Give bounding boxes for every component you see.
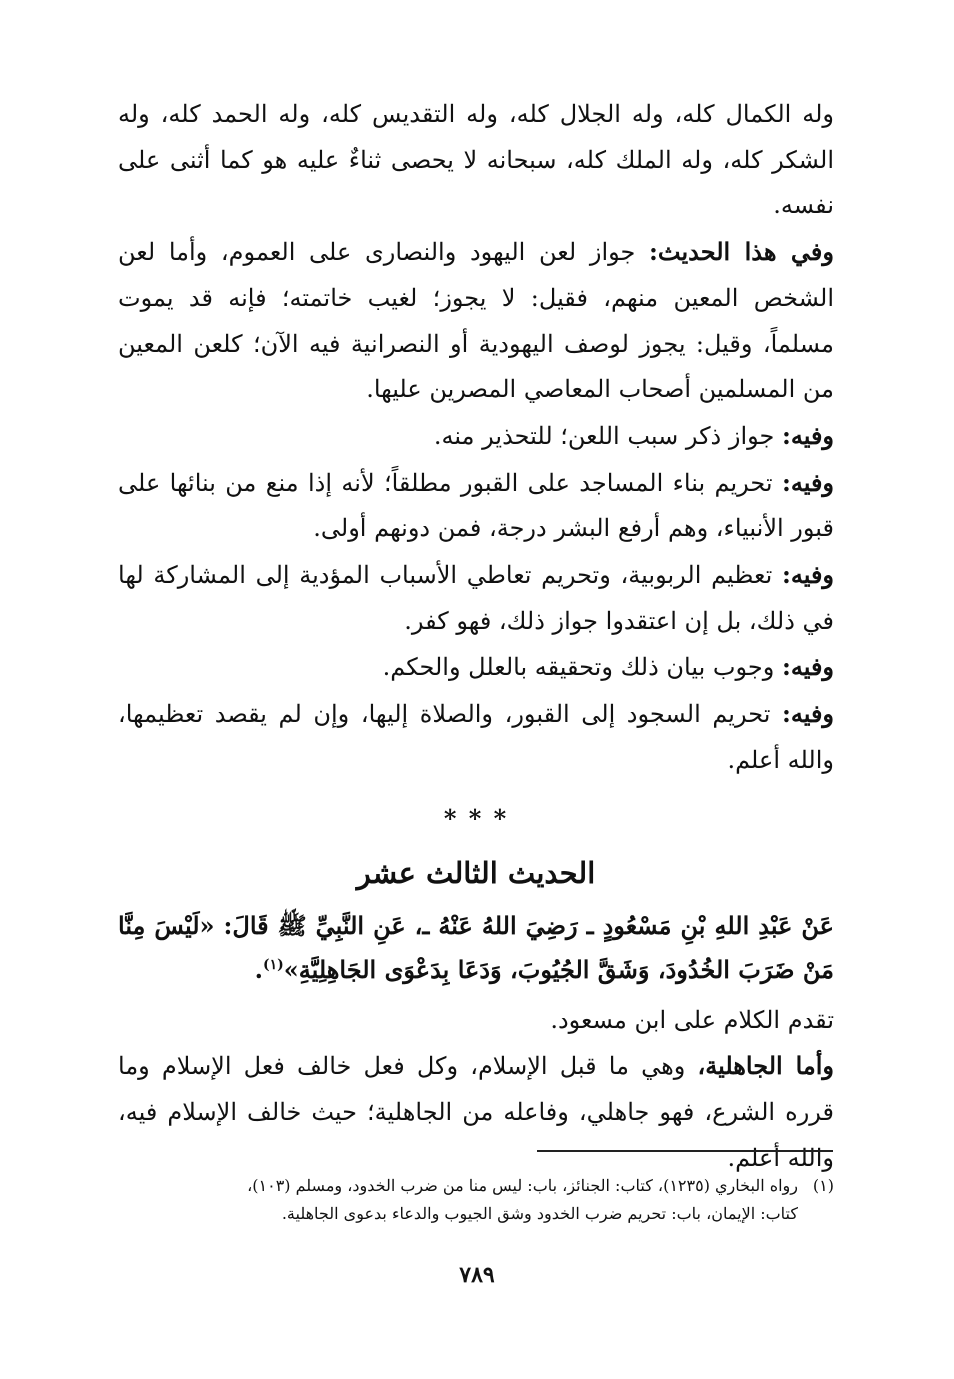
footnote-text: رواه البخاري (١٢٣٥)، كتاب: الجنائز، باب: ليس منا من ضرب الخدود، ومسلم (١٠٣)، [247, 1176, 798, 1195]
paragraph-text: تحريم بناء المساجد على القبور مطلقاً؛ لأنه إذا منع من بنائها على قبور الأنبياء، وهم أرفع البشر درجة، فمن دونهم أولى. [118, 468, 834, 543]
paragraph-benefit-reason [118, 413, 834, 460]
paragraph-text: جواز ذكر سبب اللعن؛ للتحذير منه. [433, 421, 782, 450]
paragraph-lead: وفي هذا الحديث: [649, 237, 834, 267]
paragraph-lead: وفيه: [781, 420, 834, 450]
paragraph-lead: وفيه: [781, 699, 834, 729]
paragraph-benefit-lordship [118, 552, 834, 644]
paragraph-text: تحريم السجود إلى القبور، والصلاة إليها، وإن لم يقصد تعظيمها، والله أعلم. [118, 700, 834, 774]
paragraph-lead: وفيه: [781, 560, 834, 590]
hadith-end: . [254, 954, 263, 984]
paragraph-lead: وفيه: [781, 467, 834, 497]
paragraph-text: وهي ما قبل الإسلام، وكل فعل خالف فعل الإسلام وما قرره الشرع، فهو جاهلي، وفاعله من الجاهلية؛ حيث خالف الإسلام فيه، والله أعلم. [118, 1052, 834, 1172]
paragraph-benefit-mosques-on-graves [118, 460, 834, 552]
paragraph-jahiliyya [118, 1043, 834, 1181]
paragraph-benefit-explanation [118, 644, 834, 691]
paragraph-divine-attributes [118, 92, 834, 229]
footnote [118, 1172, 834, 1228]
footnote-line-2: كتاب: الإيمان، باب: تحريم ضرب الخدود وشق الجيوب والدعاء بدعوى الجاهلية. [281, 1204, 798, 1223]
footnote-line-1 [118, 1172, 834, 1200]
footnote-divider [537, 1150, 833, 1152]
section-title: الحديث الثالث عشر [356, 855, 596, 890]
paragraph-text: تقدم الكلام على ابن مسعود. [550, 1005, 834, 1034]
hadith-text [118, 904, 834, 992]
paragraph-text: جواز لعن اليهود والنصارى على العموم، وأما لعن الشخص المعين منهم، فقيل: لا يجوز؛ لغيب خاتمته؛ فإنه قد يموت مسلماً، وقيل: يجوز لوصف اليهودية أو النصرانية فيه الآن؛ كلعن المعين من المسلمين أصحاب المعاصي المصرين عليها. [118, 238, 834, 404]
footnote-reference: (١) [262, 956, 284, 973]
paragraph-text: تعظيم الربوبية، وتحريم تعاطي الأسباب المؤدية إلى المشاركة لها في ذلك، بل إن اعتقدوا جواز ذلك، فهو كفر. [118, 561, 834, 635]
paragraph-ibn-masud [118, 998, 834, 1044]
paragraph-text: وله الكمال كله، وله الجلال كله، وله التقديس كله، وله الحمد كله، وله الشكر كله، وله الملك كله، سبحانه لا يحصى ثناءٌ عليه هو كما أثنى على نفسه. [118, 100, 834, 220]
paragraph-hadith-benefit-cursing [118, 229, 834, 413]
section-separator: * * * [443, 803, 509, 833]
paragraph-lead: وأما الجاهلية، [697, 1051, 835, 1081]
page-number: ٧٨٩ [459, 1262, 495, 1288]
paragraph-benefit-prostration [118, 691, 834, 783]
page-body [118, 92, 834, 1181]
paragraph-lead: وفيه: [781, 652, 834, 682]
footnote-number: (١) [812, 1176, 834, 1195]
hadith-body: عَنْ عَبْدِ اللهِ بْنِ مَسْعُودٍ ـ رَضِيَ اللهُ عَنْهُ ـ، عَنِ النَّبِيِّ ﷺ قَالَ: «لَيْسَ مِنَّا مَنْ ضَرَبَ الخُدُودَ، وَشَقَّ الجُيُوبَ، وَدَعَا بِدَعْوَى الجَاهِلِيَّةِ» [118, 910, 835, 984]
paragraph-text: وجوب بيان ذلك وتحقيقه بالعلل والحكم. [382, 653, 782, 682]
